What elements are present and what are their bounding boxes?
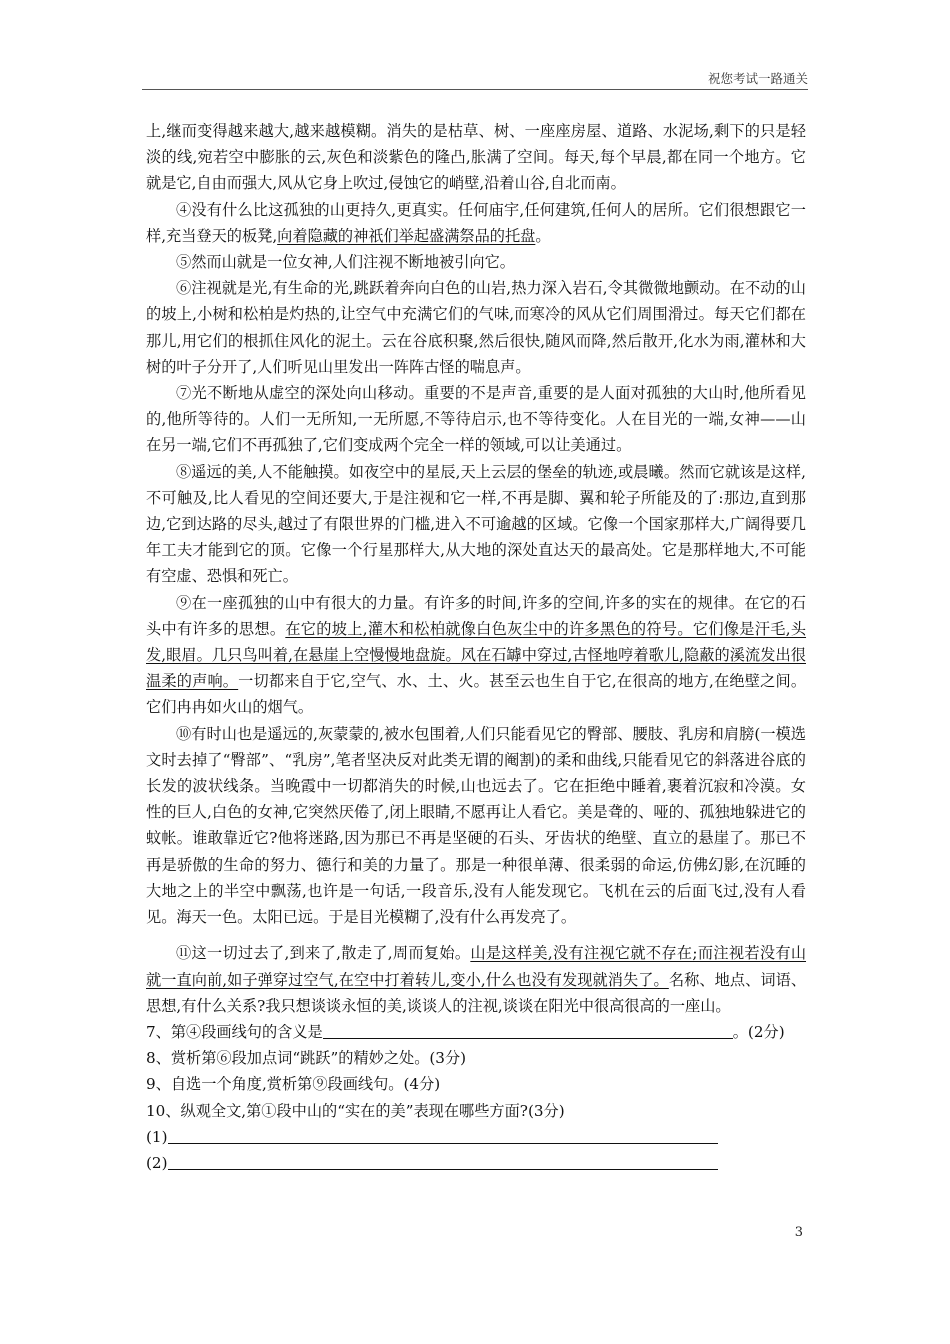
- paragraph-4-text: ④没有什么比这孤独的山更持久,更真实。任何庙宇,任何建筑,任何人的居所。它们很想跟它一样,充当登天的板凳,: [146, 200, 806, 245]
- underlined-sentence-9: 在它的坡上,灌木和松柏就像白色灰尘中的许多黑色的符号。它们像是汗毛,头发,眼眉。几只鸟叫着,在悬崖上空慢慢地盘旋。风在石罅中穿过,古怪地哼着歌儿,隐蔽的溪流发出很温柔的声响。: [146, 619, 807, 691]
- question-9: 9、自选一个角度,赏析第⑨段画线句。(4分): [146, 1075, 441, 1094]
- paragraph-5: ⑤然而山就是一位女神,人们注视不断地被引向它。: [176, 253, 515, 272]
- answer-blank-1[interactable]: [168, 1125, 718, 1144]
- paragraph-11-text: ⑪这一切过去了,到来了,散走了,周而复始。: [176, 944, 471, 963]
- paragraph-continued: 上,继而变得越来越大,越来越模糊。消失的是枯草、树、一座座房屋、道路、水泥场,剩下的只是轻淡的线,宛若空中膨胀的云,灰色和淡紫色的隆凸,胀满了空间。每天,每个早晨,都在同一个地方。它就是它,自由而强大,风从它身上吹过,侵蚀它的峭壁,沿着山谷,自北而南。: [146, 122, 806, 193]
- question-7-text: 7、第④段画线句的含义是: [146, 1022, 323, 1041]
- paragraph-10: ⑩有时山也是遥远的,灰蒙蒙的,被水包围着,人们只能看见它的臀部、腰肢、乳房和肩膀(一模选文时去掉了“臀部”、“乳房”,笔者坚决反对此类无谓的阉割)的柔和曲线,只能看见它的斜落进谷底的长发的波状线条。当晚霞中一切都消失的时候,山也远去了。它在拒绝中睡着,裹着沉寂和冷漠。女性的巨人,白色的女神,它突然厌倦了,闭上眼睛,不愿再让人看它。美是聋的、哑的、孤独地躲进它的蚊帐。谁敢靠近它?他将迷路,因为那已不再是坚硬的石头、牙齿状的绝壁、直立的悬崖了。那已不再是骄傲的生命的努力、德行和美的力量了。那是一种很单薄、很柔弱的命运,仿佛幻影,在沉睡的大地之上的半空中飘荡,也许是一句话,一段音乐,没有人能发现它。飞机在云的后面飞过,没有人看见。海天一色。太阳已远。于是目光模糊了,没有什么再发亮了。: [146, 724, 806, 927]
- paragraph-11: [146, 940, 806, 1019]
- article-body: [146, 118, 806, 1176]
- answer-blank-7[interactable]: [323, 1020, 733, 1039]
- answer-1-label: (1): [146, 1127, 168, 1146]
- underlined-sentence-11: 山是这样美,没有注视它就不存在;而注视若没有山就一直向前,如子弹穿过空气,在空中打着转儿,变小,什么也没有发现就消失了。: [146, 944, 807, 989]
- answer-line-2: [146, 1150, 806, 1176]
- header-rule: [142, 89, 808, 90]
- answer-blank-2[interactable]: [168, 1151, 718, 1170]
- paragraph-8: ⑧遥远的美,人不能触摸。如夜空中的星辰,天上云层的堡垒的轨迹,或晨曦。然而它就该是这样,不可触及,比人看见的空间还要大,于是注视和它一样,不再是脚、翼和轮子所能及的了:那边,直到那边,它到达路的尽头,越过了有限世界的门槛,进入不可逾越的区域。它像一个国家那样大,广阔得要几年工夫才能到它的顶。它像一个行星那样大,从大地的深处直达天的最高处。它是那样地大,不可能有空虚、恐惧和死亡。: [146, 462, 806, 586]
- page-number: 3: [794, 1225, 803, 1240]
- paragraph-9-end: 一切都来自于它,空气、水、土、火。甚至云也生自于它,在很高的地方,在绝壁之间。它们冉冉如火山的烟气。: [146, 672, 807, 717]
- paragraph-9: [146, 590, 806, 721]
- underlined-sentence-4: 向着隐藏的神祇们举起盛满祭品的托盘: [277, 226, 536, 245]
- question-7: [146, 1019, 806, 1045]
- paragraph-4-end: 。: [535, 226, 551, 245]
- answer-2-label: (2): [146, 1153, 168, 1172]
- header-slogan: 祝您考试一路通关: [707, 71, 808, 86]
- question-8: 8、赏析第⑥段加点词“跳跃”的精妙之处。(3分): [146, 1049, 467, 1068]
- paragraph-6: ⑥注视就是光,有生命的光,跳跃着奔向白色的山岩,热力深入岩石,令其微微地颤动。在不动的山的坡上,小树和松柏是灼热的,让空气中充满它们的气味,而寒冷的风从它们周围滑过。每天它们都在那儿,用它们的根抓住风化的泥土。云在谷底积聚,然后很快,随风而降,然后散开,化水为雨,灌林和大树的叶子分开了,人们听见山里发出一阵阵古怪的喘息声。: [146, 279, 806, 376]
- question-7-points: 。(2分): [732, 1022, 785, 1041]
- paragraph-7: ⑦光不断地从虚空的深处向山移动。重要的不是声音,重要的是人面对孤独的大山时,他所看见的,他所等待的。人们一无所知,一无所愿,不等待启示,也不等待变化。人在目光的一端,女神——山在另一端,它们不再孤独了,它们变成两个完全一样的领域,可以让美通过。: [146, 384, 806, 455]
- paragraph-4: [146, 197, 806, 249]
- question-10: 10、纵观全文,第①段中山的“实在的美”表现在哪些方面?(3分): [146, 1101, 565, 1120]
- answer-line-1: [146, 1124, 806, 1150]
- paragraph-9-text: ⑨在一座孤独的山中有很大的力量。有许多的时间,许多的空间,许多的实在的规律。在它的石头中有许多的思想。: [146, 593, 806, 638]
- paragraph-11-end: 名称、地点、词语、思想,有什么关系?我只想谈谈永恒的美,谈谈人的注视,谈谈在阳光中很高很高的一座山。: [146, 970, 806, 1015]
